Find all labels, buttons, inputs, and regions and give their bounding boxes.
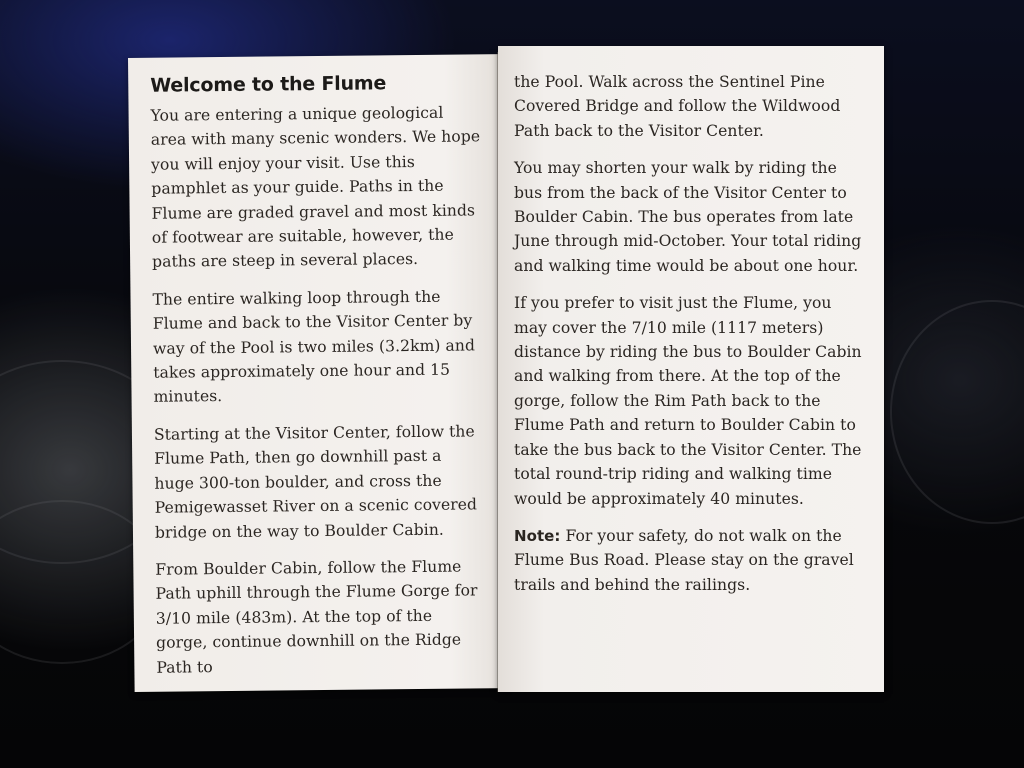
note-text: For your safety, do not walk on the Flume Bus Road. Please stay on the gravel trails and behind the railings. (514, 526, 854, 594)
paragraph-boulder-cabin: From Boulder Cabin, follow the Flume Path uphill through the Flume Gorge for 3/10 mile (483m). At the top of the gorge, continue downhill on the Ridge Path to (155, 557, 478, 677)
left-page (128, 54, 507, 692)
right-page (498, 46, 884, 692)
leather-crease (890, 300, 1024, 524)
safety-note (514, 524, 862, 597)
paragraph-flume-only: If you prefer to visit just the Flume, you may cover the 7/10 mile (1117 meters) distance by riding the bus to Boulder Cabin and walking from there. At the top of the gorge, follow the Rim Path back to the Flume Path and return to Boulder Cabin to take the bus back to the Visitor Center. The total round-trip riding and walking time would be approximately 40 minutes. (514, 294, 862, 508)
paragraph-intro: You are entering a unique geological area with many scenic wonders. We hope you will enjoy your visit. Use this pamphlet as your guide. Paths in the Flume are graded gravel and most kinds of footwear are suitable, however, the paths are steep in several places. (150, 103, 481, 272)
note-label: Note: (514, 526, 561, 545)
page-title: Welcome to the Flume (150, 72, 387, 97)
paragraph-pool-continued: the Pool. Walk across the Sentinel Pine Covered Bridge and follow the Wildwood Path back to the Visitor Center. (514, 73, 841, 140)
paragraph-starting-directions: Starting at the Visitor Center, follow the Flume Path, then go downhill past a huge 300-ton boulder, and cross the Pemigewasset River on a scenic covered bridge on the way to Boulder Cabin. (153, 422, 478, 542)
paragraph-walking-loop: The entire walking loop through the Flume and back to the Visitor Center by way of the Pool is two miles (3.2km) and takes approximately one hour and 15 minutes. (152, 287, 476, 407)
paragraph-bus-option: You may shorten your walk by riding the bus from the back of the Visitor Center to Boulder Cabin. The bus operates from late June through mid-October. Your total riding and walking time would be about one hour. (514, 159, 862, 275)
pamphlet (128, 46, 884, 692)
